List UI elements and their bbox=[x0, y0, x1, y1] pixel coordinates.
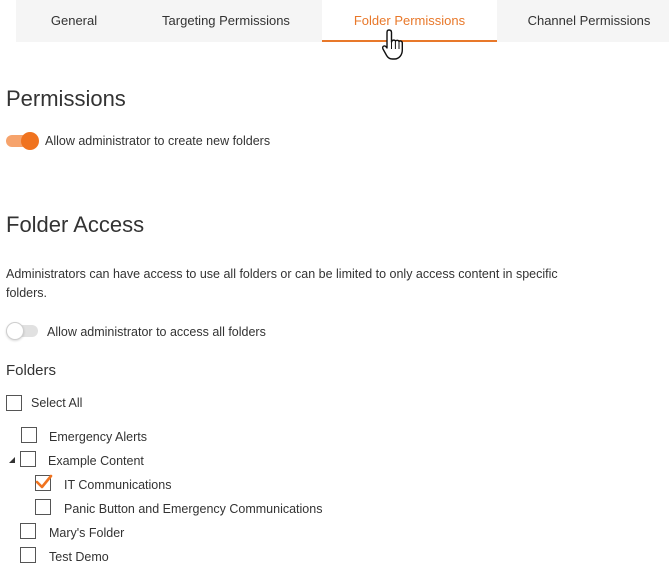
toggle-knob bbox=[21, 132, 39, 150]
select-all-checkbox[interactable] bbox=[6, 395, 22, 411]
tab-general[interactable]: General bbox=[50, 13, 98, 28]
folder-checkbox-panic-button[interactable] bbox=[35, 499, 51, 515]
folder-access-heading: Folder Access bbox=[6, 212, 145, 237]
folders-heading: Folders bbox=[6, 362, 57, 379]
tab-channel-permissions[interactable]: Channel Permissions bbox=[527, 13, 651, 28]
folder-label-panic-button: Panic Button and Emergency Communications bbox=[64, 502, 323, 516]
folder-label-test-demo: Test Demo bbox=[49, 550, 109, 564]
folder-checkbox-example-content[interactable] bbox=[20, 451, 36, 467]
hand-pointer-icon bbox=[380, 28, 408, 62]
tab-targeting-permissions[interactable]: Targeting Permissions bbox=[162, 13, 290, 28]
checkmark-icon bbox=[35, 473, 53, 490]
create-folders-toggle[interactable] bbox=[6, 132, 39, 150]
tab-folder-permissions[interactable]: Folder Permissions bbox=[322, 0, 497, 42]
folder-label-emergency-alerts: Emergency Alerts bbox=[49, 430, 147, 444]
folder-label-example-content: Example Content bbox=[48, 454, 144, 468]
permissions-heading: Permissions bbox=[6, 86, 126, 111]
access-all-folders-toggle[interactable] bbox=[6, 322, 39, 340]
toggle-knob bbox=[6, 322, 24, 340]
select-all-label: Select All bbox=[31, 396, 83, 410]
folder-label-it-communications: IT Communications bbox=[64, 478, 172, 492]
folder-checkbox-it-communications[interactable] bbox=[35, 475, 51, 491]
folder-access-description-line1: Administrators can have access to use all folders or can be limited to only access content in specific bbox=[6, 267, 558, 281]
folder-label-marys-folder: Mary's Folder bbox=[49, 526, 125, 540]
folder-checkbox-emergency-alerts[interactable] bbox=[21, 427, 37, 443]
folder-checkbox-marys-folder[interactable] bbox=[20, 523, 36, 539]
caret-down-icon[interactable] bbox=[9, 457, 15, 463]
access-all-folders-label: Allow administrator to access all folders bbox=[47, 325, 266, 339]
folder-checkbox-test-demo[interactable] bbox=[20, 547, 36, 563]
folder-access-description-line2: folders. bbox=[6, 286, 47, 300]
create-folders-label: Allow administrator to create new folders bbox=[45, 134, 271, 148]
tab-bar bbox=[16, 0, 669, 42]
